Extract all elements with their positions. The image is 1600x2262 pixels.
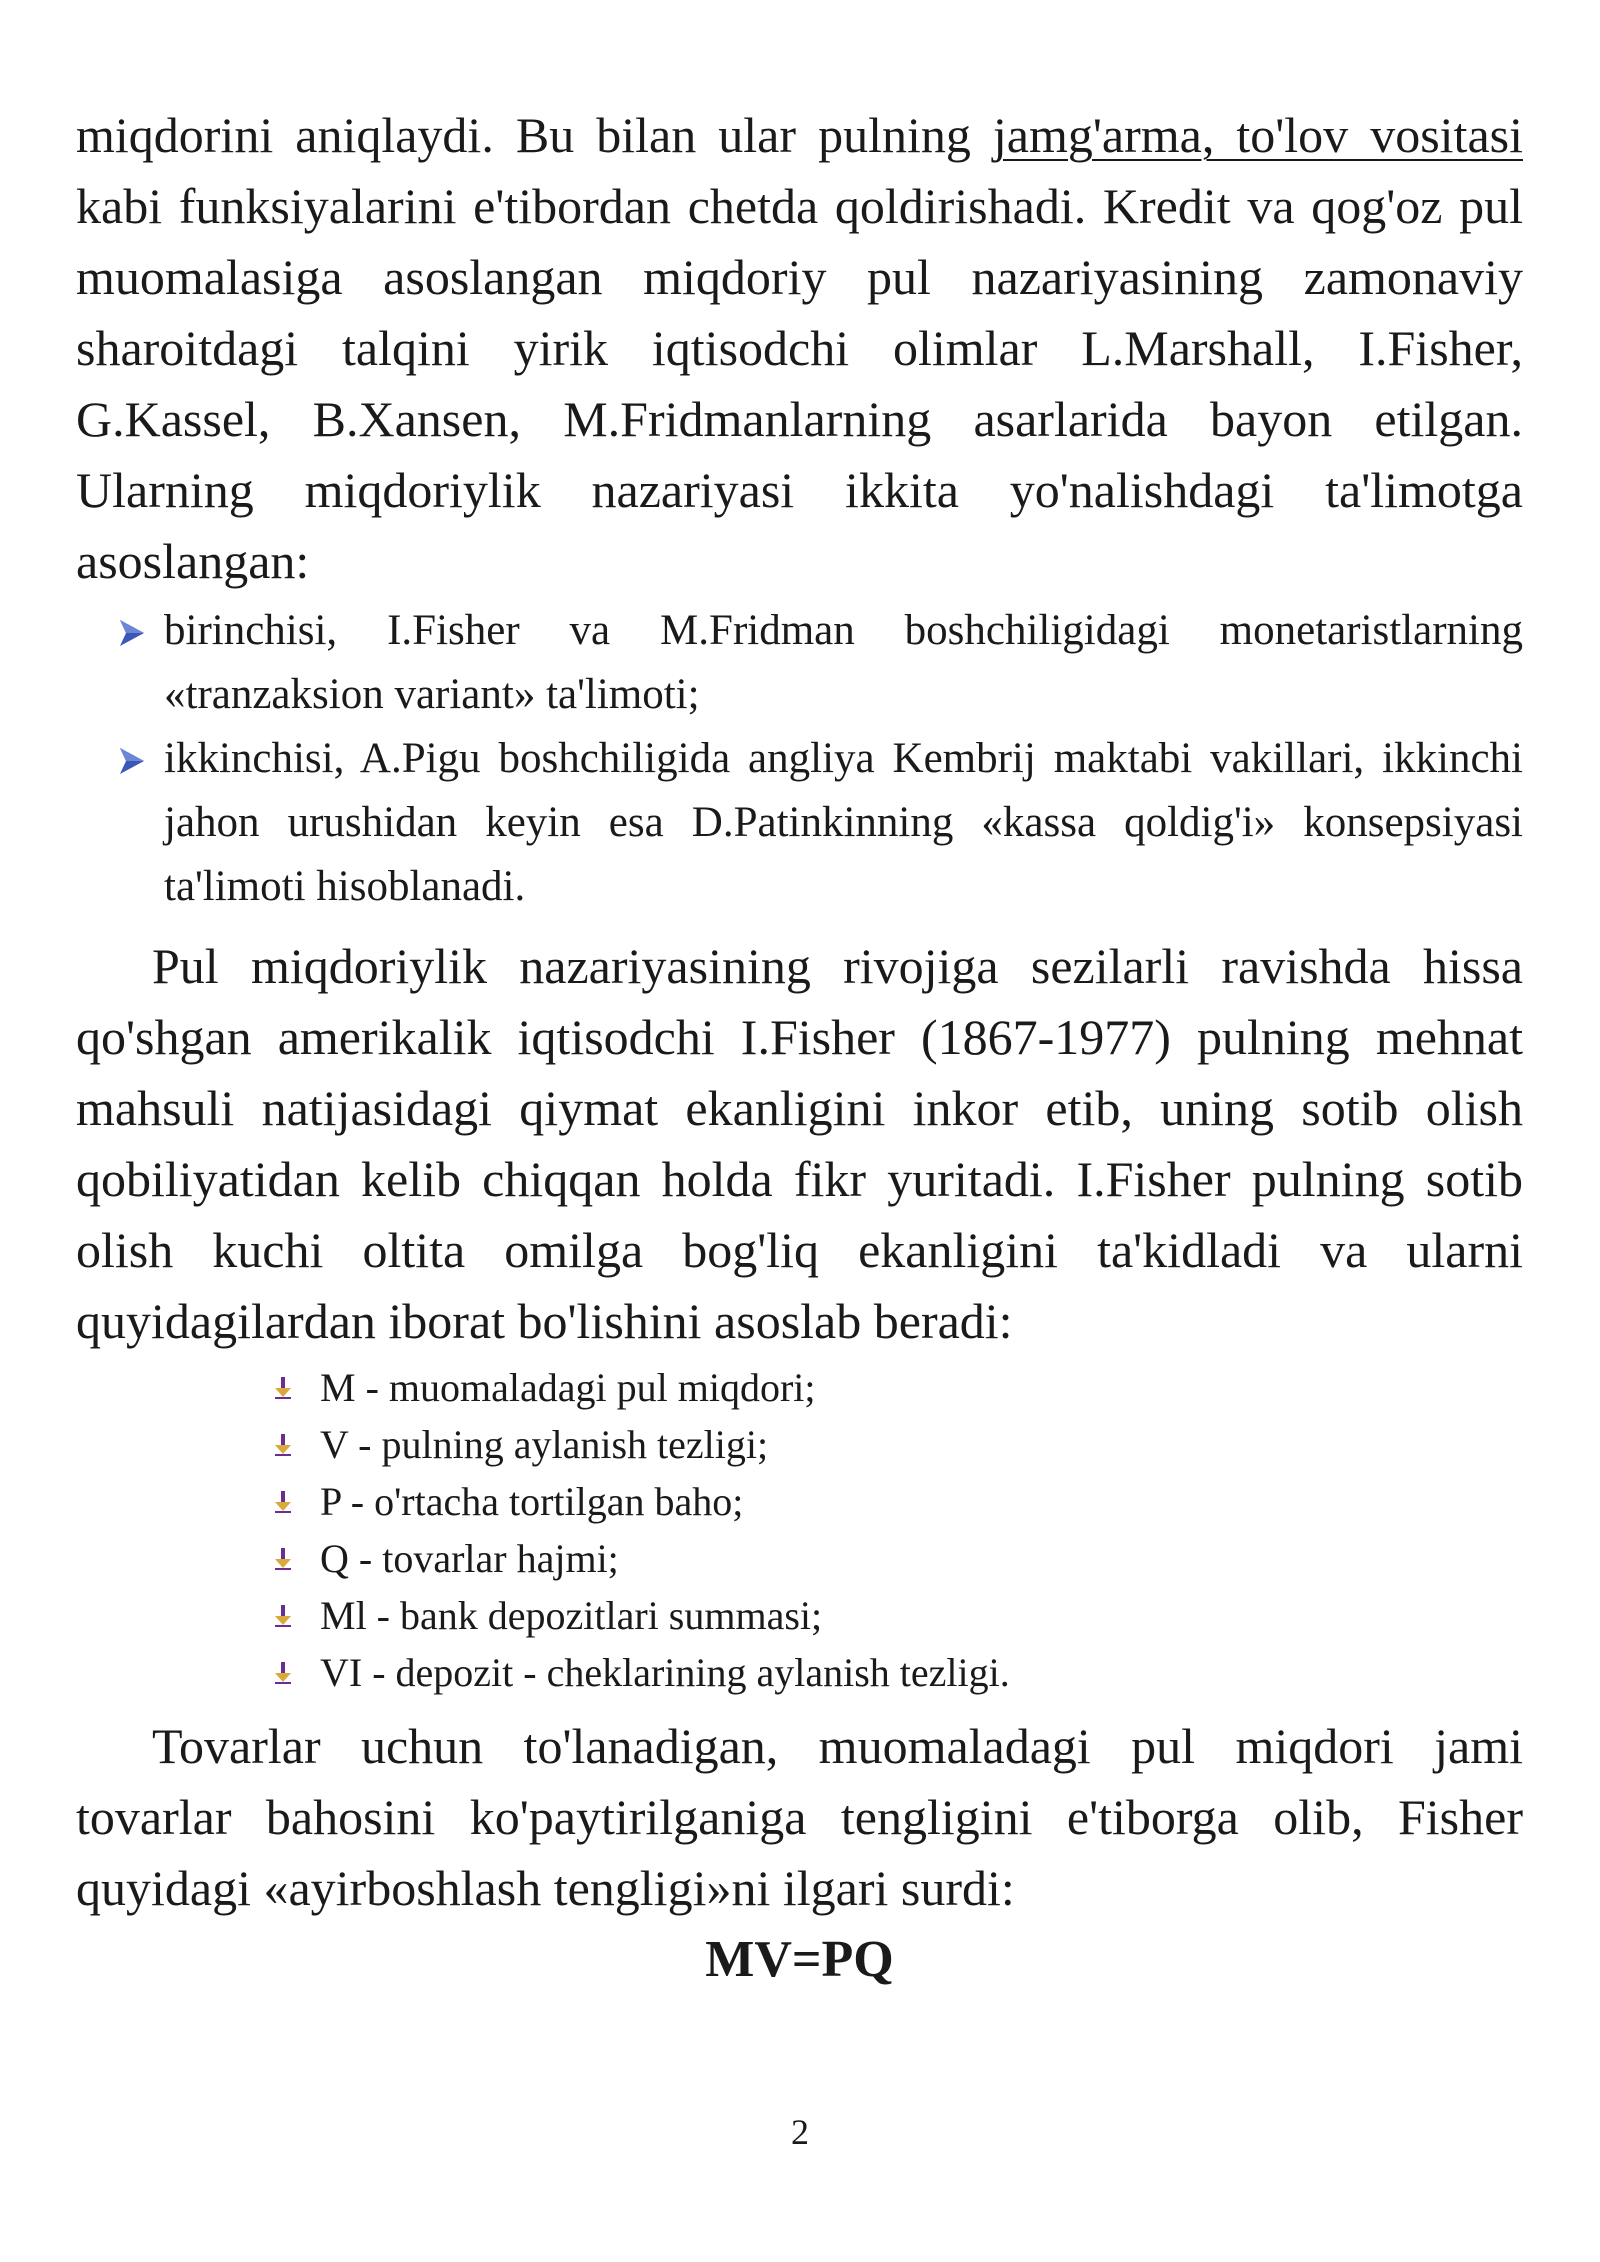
page-number: 2 (791, 2112, 809, 2152)
down-arrow-icon (272, 1546, 294, 1572)
list-item (272, 1644, 1523, 1701)
arrow-right-icon (116, 617, 148, 649)
arrow-right-icon (116, 745, 148, 777)
down-arrow-icon (272, 1660, 294, 1686)
list-item (76, 599, 1523, 727)
list-item-text: Q - tovarlar hajmi; (320, 1536, 619, 1581)
list-item (272, 1359, 1523, 1416)
list-item (272, 1587, 1523, 1644)
underlined-phrase: jamg'arma, to'lov vositasi (992, 107, 1523, 163)
paragraph-intro-start: miqdorini aniqlaydi. Bu bilan ular pulning (76, 107, 993, 163)
down-arrow-icon (272, 1375, 294, 1401)
list-item-text: V - pulning aylanish tezligi; (320, 1422, 769, 1467)
list-item (76, 727, 1523, 919)
factors-list (272, 1359, 1523, 1701)
list-item-text: M - muomaladagi pul miqdori; (320, 1365, 816, 1410)
list-item-text: VI - depozit - cheklarining aylanish tezligi. (320, 1650, 1010, 1695)
down-arrow-icon (272, 1432, 294, 1458)
list-item (272, 1530, 1523, 1587)
down-arrow-icon (272, 1489, 294, 1515)
paragraph-exchange-equation: Tovarlar uchun to'lanadigan, muomaladagi pul miqdori jami tovarlar bahosini ko'paytirilganiga tengligini e'tiborga olib, Fisher quyidagi «ayirboshlash tengligi»ni ilgari surdi: (76, 1718, 1523, 1916)
formula: MV=PQ (705, 1931, 894, 1988)
down-arrow-icon (272, 1603, 294, 1629)
list-item-text: birinchisi, I.Fisher va M.Fridman boshchiligidagi monetaristlarning «tranzaksion variant» ta'limoti; (164, 607, 1523, 718)
list-item (272, 1416, 1523, 1473)
list-item-text: Ml - bank depozitlari summasi; (320, 1593, 823, 1638)
list-item-text: ikkinchisi, A.Pigu boshchiligida angliya Kembrij maktabi vakillari, ikkinchi jahon urushidan keyin esa D.Patinkinning «kassa qoldig'i» konsepsiyasi ta'limoti hisoblanadi. (164, 735, 1523, 910)
paragraph-intro-rest: kabi funksiyalarini e'tibordan chetda qoldirishadi. Kredit va qog'oz pul muomalasiga asoslangan miqdoriy pul nazariyasining zamonaviy sharoitdagi talqini yirik iqtisodchi olimlar L.Marshall, I.Fisher, G.Kassel, B.Xansen, M.Fridmanlarning asarlarida bayon etilgan. Ularning miqdoriylik nazariyasi ikkita yo'nalishdagi ta'limotga asoslangan: (76, 178, 1523, 589)
document-page (76, 100, 1523, 1995)
list-item-text: P - o'rtacha tortilgan baho; (320, 1479, 744, 1524)
paragraph-intro (76, 100, 1523, 597)
list-item (272, 1473, 1523, 1530)
theory-directions-list (76, 599, 1523, 919)
paragraph-fisher: Pul miqdoriylik nazariyasining rivojiga sezilarli ravishda hissa qo'shgan amerikalik iqtisodchi I.Fisher (1867-1977) pulning mehnat mahsuli natijasidagi qiymat ekanligini inkor etib, uning sotib olish qobiliyatidan kelib chiqqan holda fikr yuritadi. I.Fisher pulning sotib olish kuchi oltita omilga bog'liq ekanligini ta'kidladi va ularni quyidagilardan iborat bo'lishini asoslab beradi: (76, 938, 1523, 1349)
